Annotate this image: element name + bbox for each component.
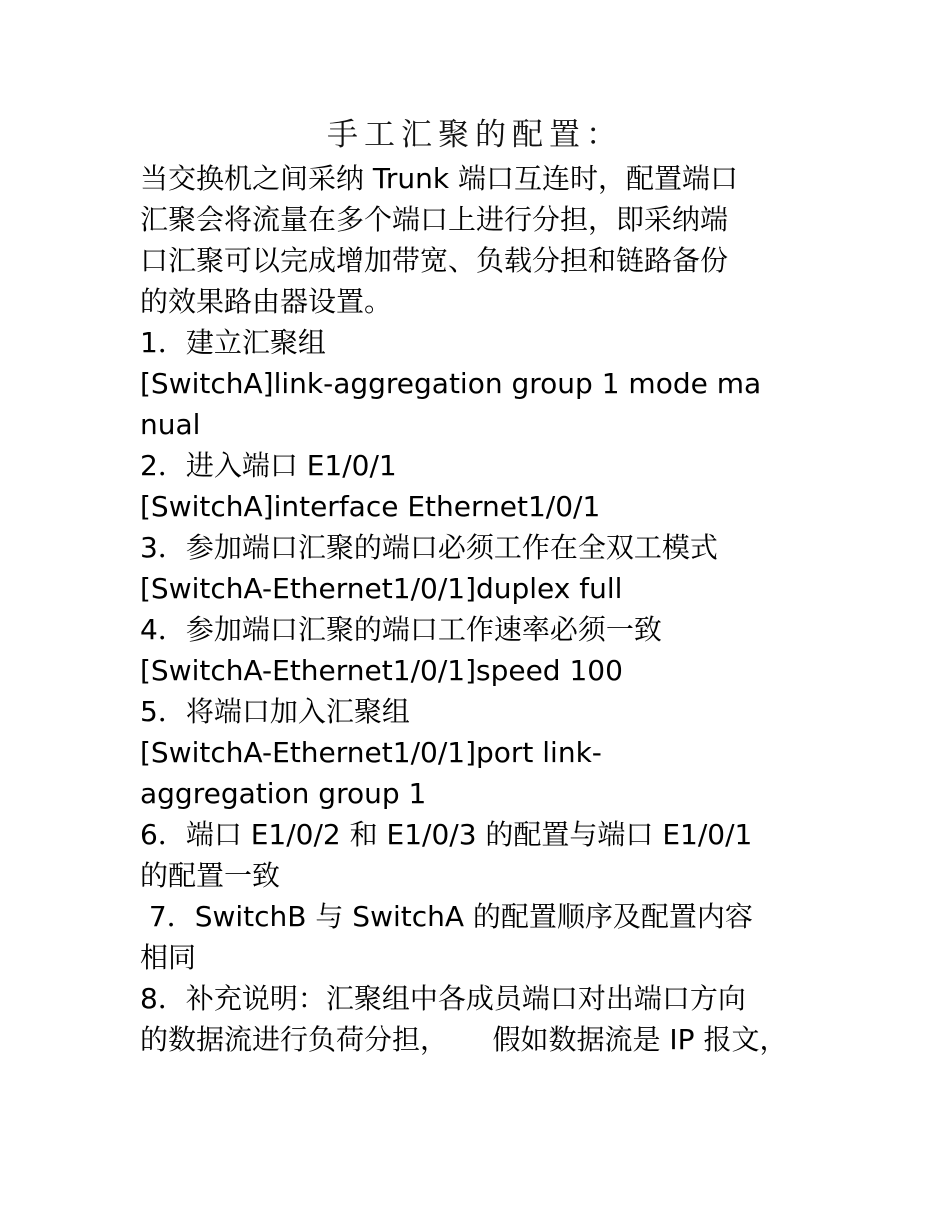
step-2-command: [SwitchA]interface Ethernet1/0/1	[140, 490, 601, 523]
step-5-command-b: aggregation group 1	[140, 777, 427, 810]
step-3-command: [SwitchA-Ethernet1/0/1]duplex full	[140, 572, 623, 605]
page-title: 手工汇聚的配置：	[327, 117, 623, 153]
step-1-command-a: [SwitchA]link-aggregation group 1 mode ma	[140, 367, 762, 400]
step-6-text-a: 6．端口 E1/0/2 和 E1/0/3 的配置与端口 E1/0/1	[140, 818, 753, 851]
step-4-command: [SwitchA-Ethernet1/0/1]speed 100	[140, 654, 623, 687]
step-7-text-b: 相同	[140, 941, 197, 974]
step-1-command-b: nual	[140, 408, 201, 441]
step-3-heading: 3．参加端口汇聚的端口必须工作在全双工模式	[140, 531, 718, 564]
step-8-text-a: 8．补充说明：汇聚组中各成员端口对出端口方向	[140, 982, 746, 1015]
step-1-heading: 1．建立汇聚组	[140, 326, 326, 359]
step-7-text-a: 7．SwitchB 与 SwitchA 的配置顺序及配置内容	[140, 900, 753, 933]
text-line-2: 汇聚会将流量在多个端口上进行分担，即采纳端	[140, 203, 729, 236]
step-2-heading: 2．进入端口 E1/0/1	[140, 449, 397, 482]
step-5-command-a: [SwitchA-Ethernet1/0/1]port link-	[140, 736, 602, 769]
text-line-1: 当交换机之间采纳 Trunk 端口互连时，配置端口	[140, 162, 739, 195]
step-4-heading: 4．参加端口汇聚的端口工作速率必须一致	[140, 613, 662, 646]
step-8-text-b: 的数据流进行负荷分担， 假如数据流是 IP 报文，	[140, 1023, 788, 1056]
step-5-heading: 5．将端口加入汇聚组	[140, 695, 410, 728]
text-line-4: 的效果路由器设置。	[140, 285, 393, 318]
document-body	[140, 158, 810, 1060]
step-6-text-b: 的配置一致	[140, 859, 281, 892]
text-line-3: 口汇聚可以完成增加带宽、负载分担和链路备份	[140, 244, 729, 277]
